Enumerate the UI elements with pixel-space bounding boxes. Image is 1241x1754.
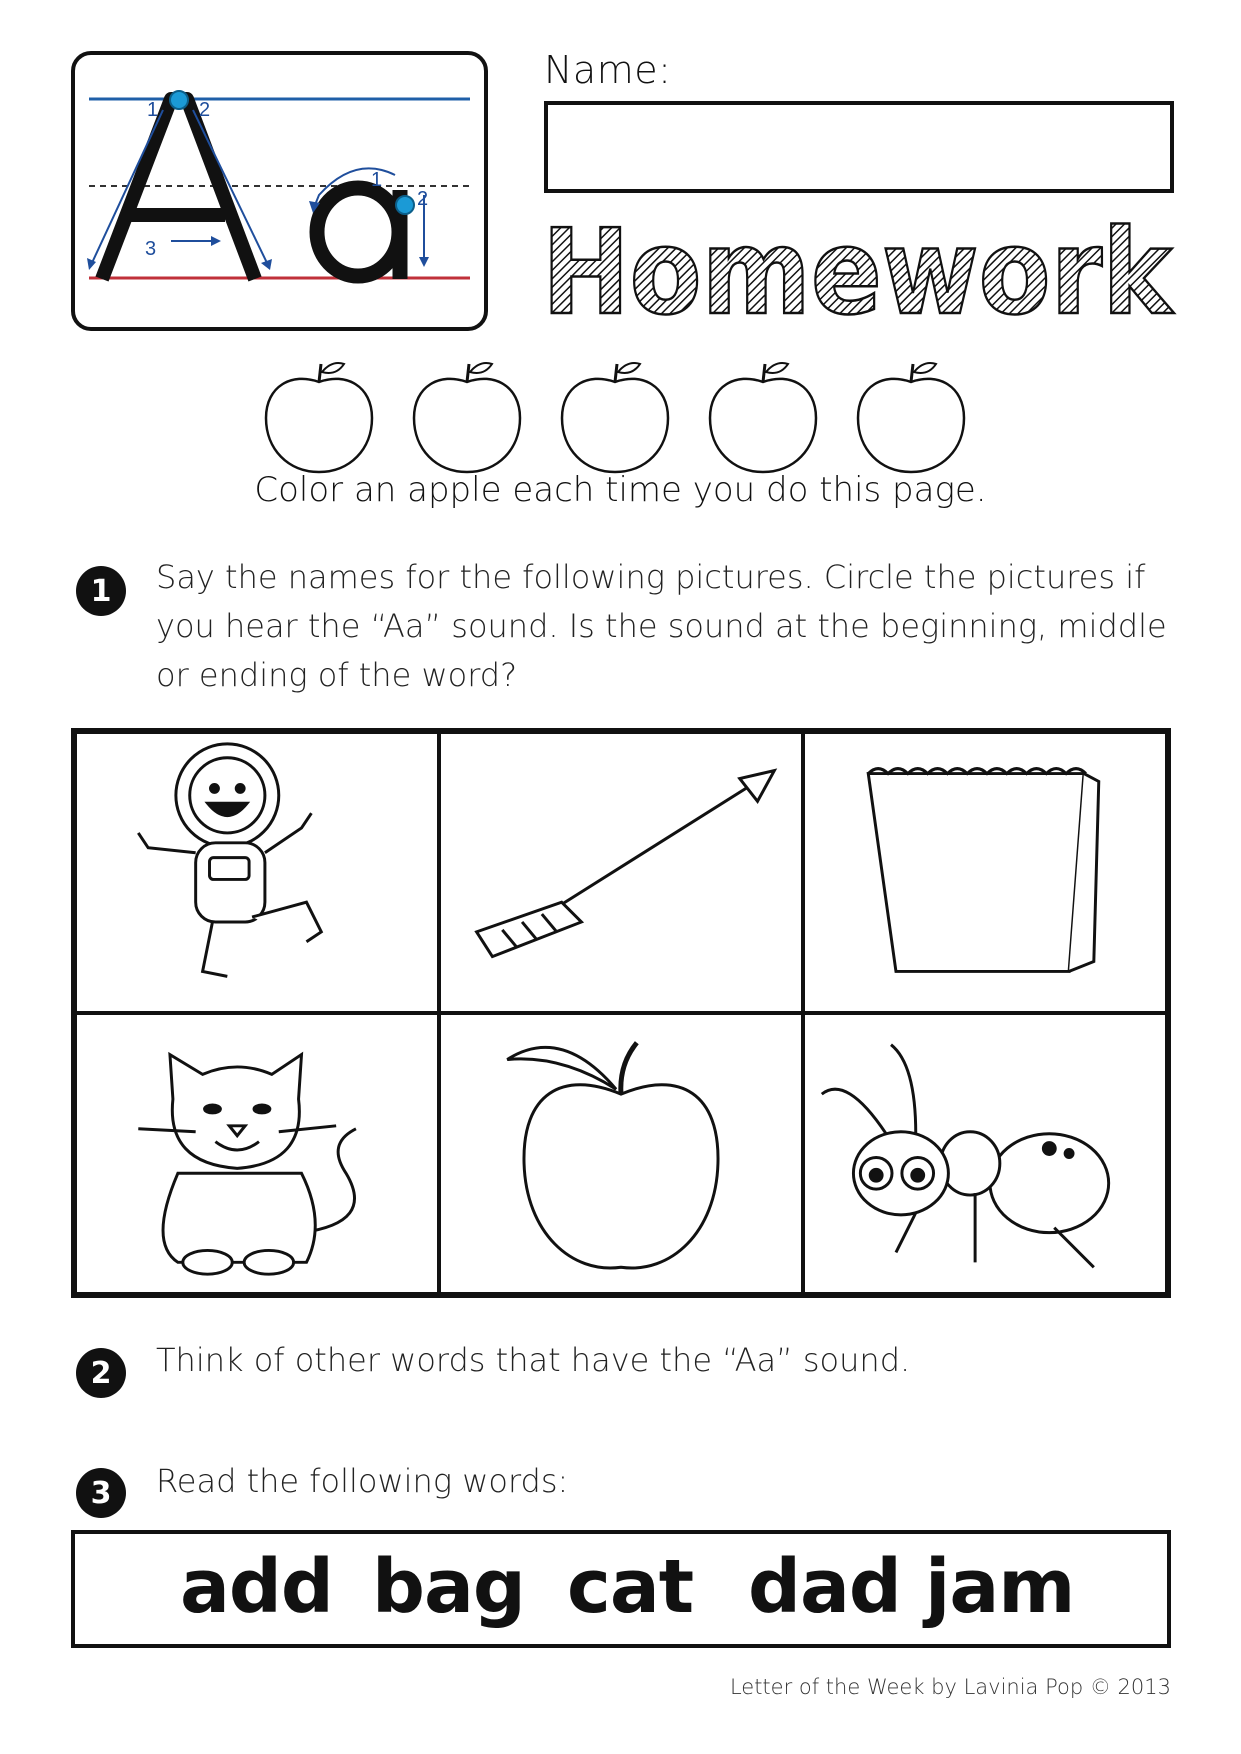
apple-outline-icon <box>266 363 372 472</box>
picture-cell-cat[interactable] <box>75 1013 439 1294</box>
picture-cell-apple[interactable] <box>439 1013 803 1294</box>
stroke-number: 3 <box>145 238 157 260</box>
picture-cell-bag[interactable] <box>803 732 1167 1013</box>
word-list-box <box>71 1530 1171 1648</box>
step-3-instructions: Read the following words: <box>156 1462 569 1500</box>
word-2: bag <box>372 1544 525 1630</box>
astronaut-icon <box>77 734 437 1011</box>
step-1-badge: 1 <box>76 566 126 616</box>
picture-cell-arrow[interactable] <box>439 732 803 1013</box>
word-3: cat <box>567 1544 694 1630</box>
homework-title <box>540 203 1180 341</box>
bag-icon <box>805 734 1165 1011</box>
ant-icon <box>805 1015 1165 1292</box>
letter-aa-tracing-illustration <box>75 55 484 327</box>
apple-outline-icon <box>710 363 816 472</box>
step-2-badge: 2 <box>76 1348 126 1398</box>
apple-outline-icon <box>414 363 520 472</box>
picture-grid <box>71 728 1171 1298</box>
word-4: dad <box>748 1544 901 1630</box>
word-1: add <box>180 1544 333 1630</box>
start-dot-lower <box>396 196 414 214</box>
stroke-number: 2 <box>199 99 211 121</box>
apple-icon <box>441 1015 801 1292</box>
arrow-icon <box>441 734 801 1011</box>
word-5: jam <box>925 1544 1075 1630</box>
stroke-number: 2 <box>417 188 429 210</box>
step-1-instructions: Say the names for the following pictures. Circle the pictures if you hear the “Aa” sound. Is the sound at the beginning, middle or ending of the word? <box>156 558 1167 694</box>
stroke-number: 1 <box>371 169 383 191</box>
letter-tracing-card <box>71 51 488 331</box>
lowercase-a-bowl <box>317 188 399 276</box>
picture-cell-ant[interactable] <box>803 1013 1167 1294</box>
picture-cell-astronaut[interactable] <box>75 732 439 1013</box>
apples-caption: Color an apple each time you do this page. <box>254 470 987 510</box>
cat-icon <box>77 1015 437 1292</box>
step-2-instructions: Think of other words that have the “Aa” sound. <box>156 1341 911 1379</box>
start-dot-upper <box>170 91 188 109</box>
apple-outline-icon <box>562 363 668 472</box>
step-3-badge: 3 <box>76 1468 126 1518</box>
stroke-number: 1 <box>147 99 159 121</box>
footer-credit: Letter of the Week by Lavinia Pop © 2013 <box>729 1675 1171 1699</box>
apple-outline-icon <box>858 363 964 472</box>
name-field[interactable] <box>544 101 1174 193</box>
name-label: Name: <box>544 48 672 92</box>
homework-title-text: Homework <box>542 203 1175 341</box>
apple-tracker-row <box>262 354 982 484</box>
